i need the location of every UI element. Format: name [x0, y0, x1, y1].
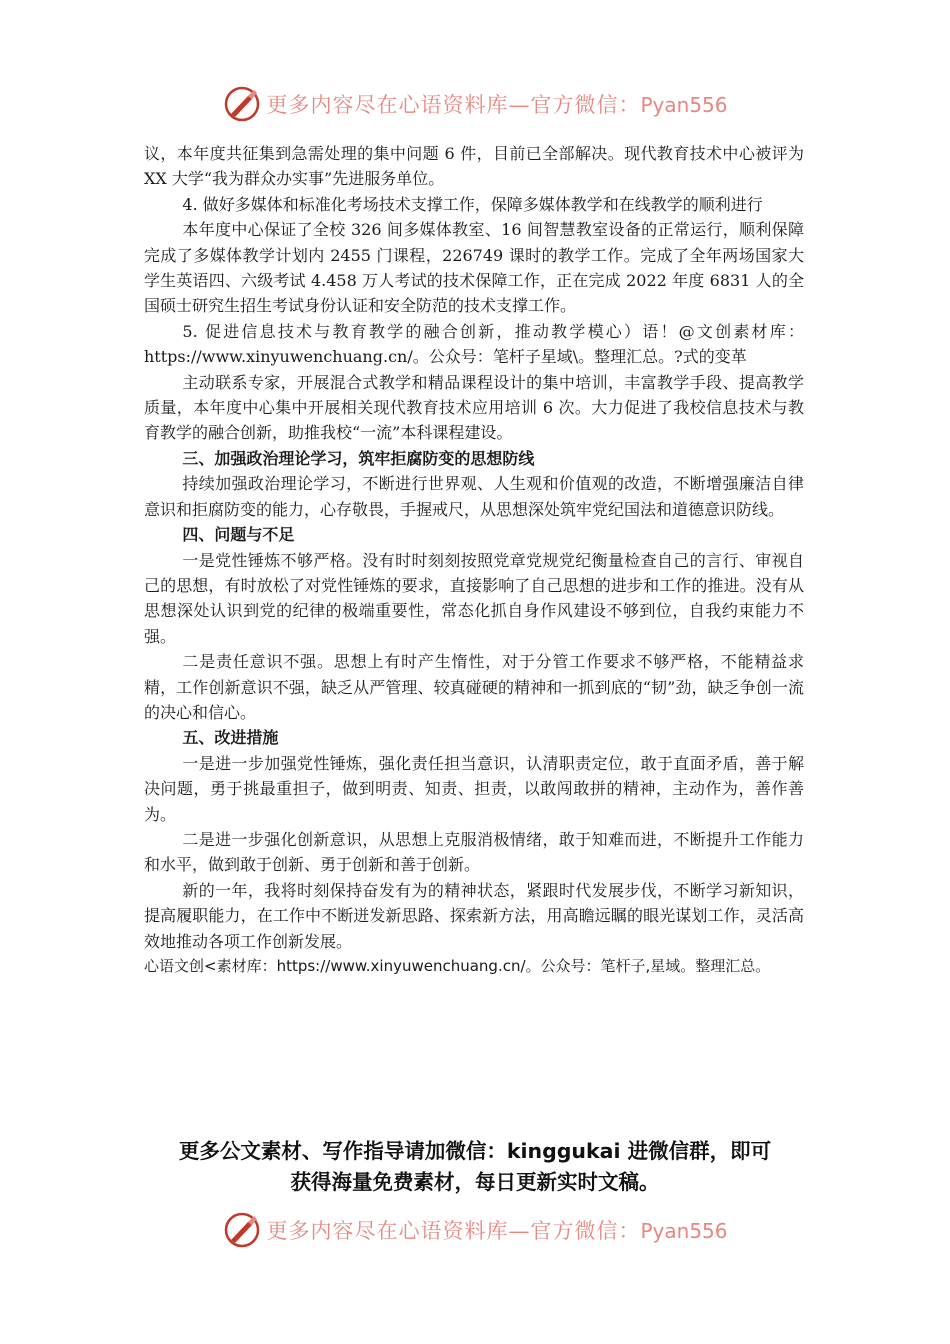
promo-line-2: 获得海量免费素材，每日更新实时文稿。 [290, 1170, 660, 1194]
banner-wechat-id: Pyan556 [640, 93, 728, 117]
paragraph: 一是进一步加强党性锤炼，强化责任担当意识，认清职责定位，敢于直面矛盾，善于解决问题，勇于挑最重担子，做到明责、知责、担责，以敢闯敢拼的精神，主动作为，善作善为。 [144, 753, 804, 824]
document-body [144, 141, 804, 979]
footer-banner [0, 1208, 950, 1252]
pen-logo-icon [222, 1210, 262, 1250]
section-heading: 四、问题与不足 [182, 525, 295, 545]
paragraph: 二是进一步强化创新意识，从思想上克服消极情绪，敢于知难而进，不断提升工作能力和水平，做到敢于创新、勇于创新和善于创新。 [144, 829, 804, 875]
promo-line-1: 更多公文素材、写作指导请加微信：kinggukai 进微信群，即可 [178, 1139, 772, 1163]
banner-text: 更多内容尽在心语资料库—官方微信：Pyan556 [266, 1219, 728, 1243]
paragraph: 新的一年，我将时刻保持奋发有为的精神状态，紧跟时代发展步伐，不断学习新知识，提高履职能力，在工作中不断迸发新思路、探索新方法，用高瞻远瞩的眼光谋划工作，灵活高效地推动各项工作创新发展。 [144, 880, 804, 951]
paragraph: 持续加强政治理论学习，不断进行世界观、人生观和价值观的改造，不断增强廉洁自律意识和拒腐防变的能力，心存敬畏，手握戒尺，从思想深处筑牢党纪国法和道德意识防线。 [144, 474, 804, 519]
section-heading: 三、加强政治理论学习，筑牢拒腐防变的思想防线 [182, 448, 535, 468]
promo-text [120, 1136, 830, 1198]
paragraph: 二是责任意识不强。思想上有时产生惰性，对于分管工作要求不够严格，不能精益求精，工作创新意识不强，缺乏从严管理、较真碰硬的精神和一抓到底的“韧”劲，缺乏争创一流的决心和信心。 [144, 652, 804, 722]
paragraph: 5. 促进信息技术与教育教学的融合创新，推动教学模心）语！@文创素材库：https://www.xinyuwenchuang.cn/。公众号：笔杆子星域\。整理汇总。?式的变革 [144, 321, 804, 367]
banner-text: 更多内容尽在心语资料库—官方微信：Pyan556 [266, 93, 728, 117]
paragraph: 4. 做好多媒体和标准化考场技术支撑工作，保障多媒体教学和在线教学的顺利进行 [182, 194, 763, 214]
pen-logo-icon [222, 84, 262, 124]
header-banner [0, 82, 950, 126]
paragraph: 主动联系专家，开展混合式教学和精品课程设计的集中培训，丰富教学手段、提高教学质量，本年度中心集中开展相关现代教育技术应用培训 6 次。大力促进了我校信息技术与教育教学的融合创新，助推我校“一流”本科课程建设。 [144, 372, 804, 443]
paragraph: 议，本年度共征集到急需处理的集中问题 6 件，目前已全部解决。现代教育技术中心被评为 XX 大学“我为群众办实事”先进服务单位。 [144, 144, 804, 189]
banner-wechat-id: Pyan556 [640, 1219, 728, 1243]
paragraph: 心语文创<素材库：https://www.xinyuwenchuang.cn/。公众号：笔杆子,星域。整理汇总。 [144, 957, 771, 975]
paragraph: 一是党性锤炼不够严格。没有时时刻刻按照党章党规党纪衡量检查自己的言行、审视自己的思想，有时放松了对党性锤炼的要求，直接影响了自己思想的进步和工作的推进。没有从思想深处认识到党的纪律的极端重要性，常态化抓自身作风建设不够到位，自我约束能力不强。 [144, 550, 804, 646]
paragraph: 本年度中心保证了全校 326 间多媒体教室、16 间智慧教室设备的正常运行，顺利保障完成了多媒体教学计划内 2455 门课程，226749 课时的教学工作。完成了全年两场国家大学生英语四、六级考试 4.458 万人考试的技术保障工作，正在完成 2022 年度 6831 人的全国硕士研究生招生考试身份认证和安全防范的技术支撑工作。 [144, 220, 804, 316]
section-heading: 五、改进措施 [182, 728, 279, 748]
